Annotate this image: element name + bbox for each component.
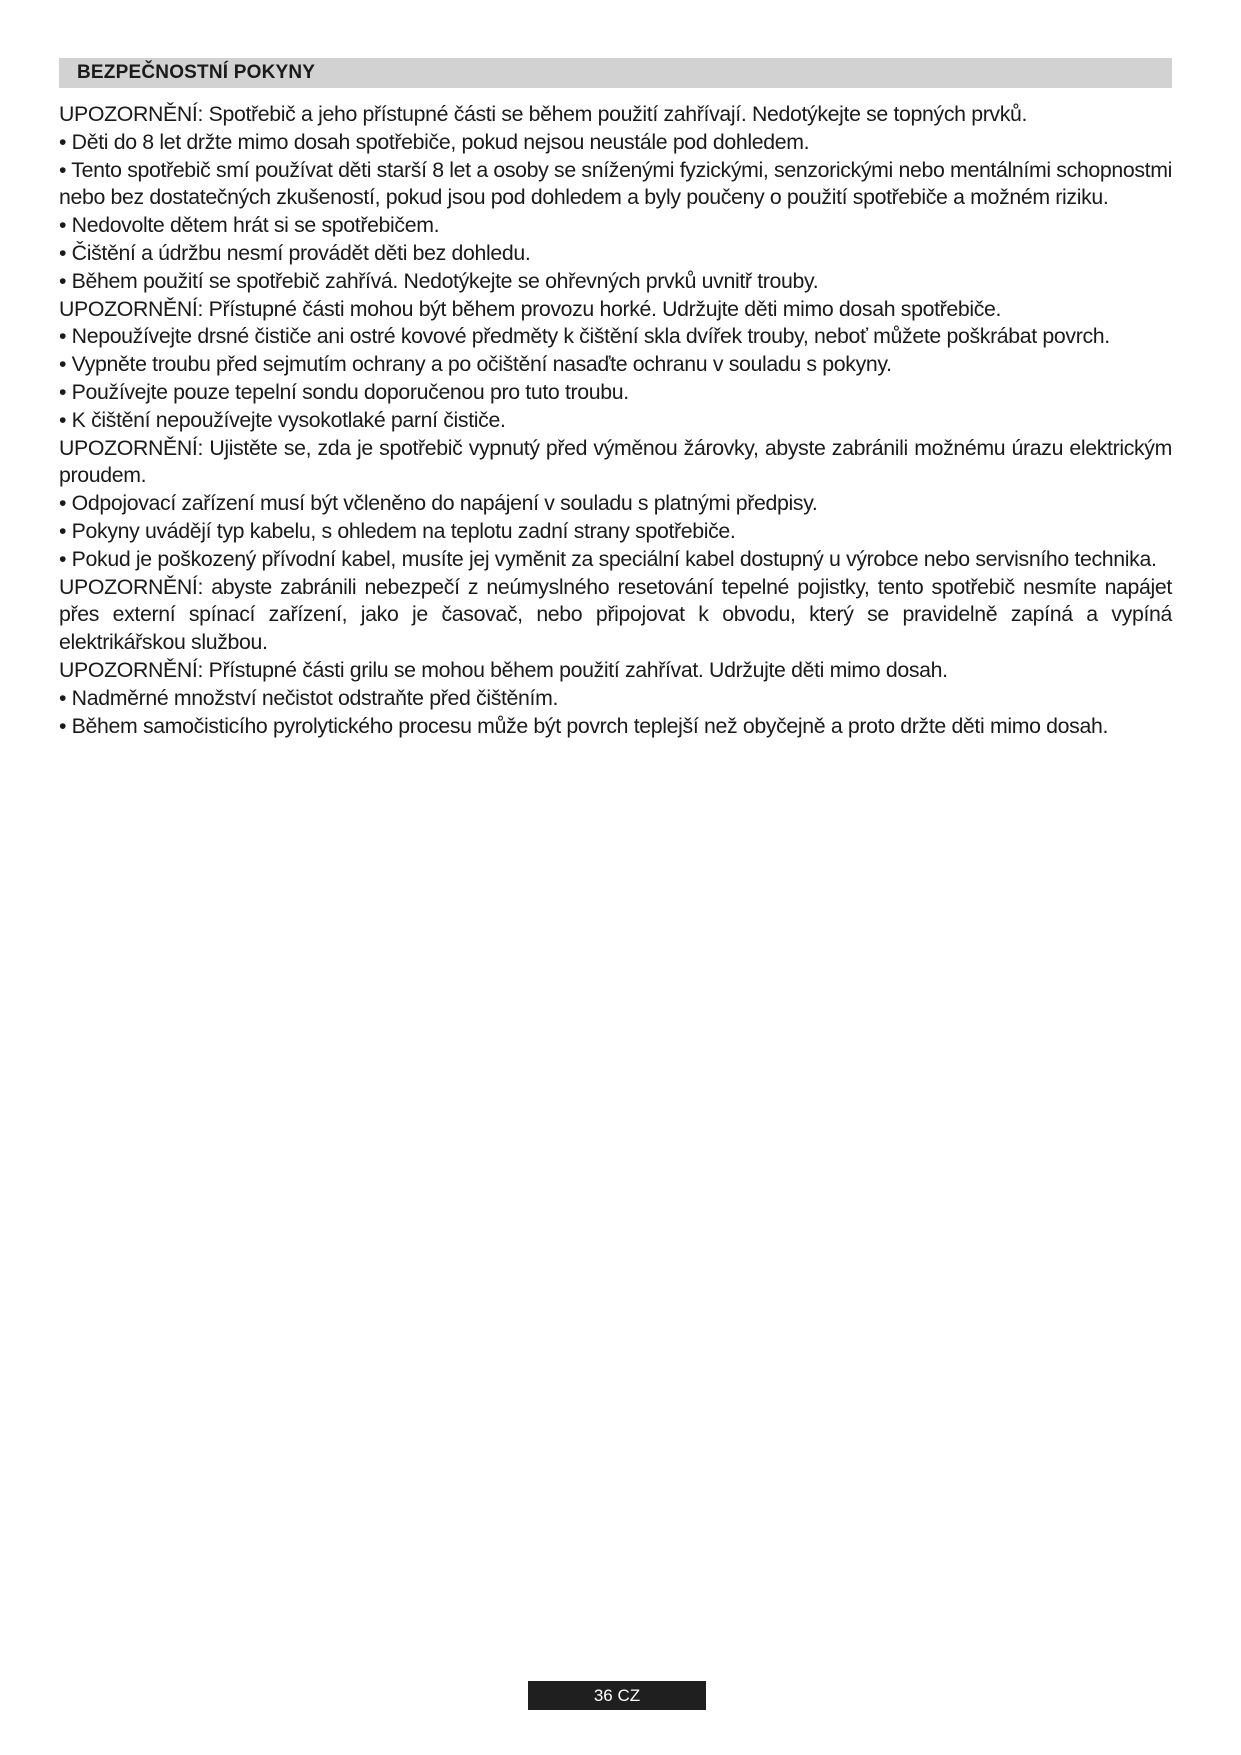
paragraph-disconnect-device: • Odpojovací zařízení musí být včleněno do napájení v souladu s platnými předpisy. <box>59 491 818 516</box>
paragraph-cable-type: • Pokyny uvádějí typ kabelu, s ohledem na teplotu zadní strany spotřebiče. <box>59 518 736 543</box>
safety-instructions-text <box>59 101 1172 740</box>
paragraph-damaged-cable: • Pokud je poškozený přívodní kabel, musíte jej vyměnit za speciální kabel dostupný u výrobce nebo servisního technika. <box>59 546 1157 571</box>
page-number-badge <box>528 1681 706 1710</box>
section-title: BEZPEČNOSTNÍ POKYNY <box>77 62 316 83</box>
page-number: 36 CZ <box>593 1685 641 1705</box>
paragraph-warning-thermal-cutout: UPOZORNĚNÍ: abyste zabránili nebezpečí z neúmyslného resetování tepelné pojistky, tento spotřebič nesmíte napájet přes externí spínací zařízení, jako je časovač, nebo připojovat k obvodu, který se pravidelně zapíná a vypíná elektrikářskou službou. <box>59 574 1172 655</box>
paragraph-pyrolytic-process: • Během samočisticího pyrolytického procesu může být povrch teplejší než obyčejně a proto držte děti mimo dosah. <box>59 713 1109 738</box>
paragraph-no-play: • Nedovolte dětem hrát si se spotřebičem. <box>59 213 440 238</box>
paragraph-children-under-8: • Děti do 8 let držte mimo dosah spotřebiče, pokud nejsou neustále pod dohledem. <box>59 129 810 154</box>
paragraph-switch-off-oven: • Vypněte troubu před sejmutím ochrany a po očištění nasaďte ochranu v souladu s pokyny. <box>59 352 892 377</box>
paragraph-warning-hot-parts: UPOZORNĚNÍ: Spotřebič a jeho přístupné části se během použití zahřívají. Nedotýkejte se topných prvků. <box>59 102 1028 126</box>
paragraph-heating-elements: • Během použití se spotřebič zahřívá. Nedotýkejte se ohřevných prvků uvnitř trouby. <box>59 268 819 293</box>
paragraph-no-abrasive-cleaners: • Nepoužívejte drsné čističe ani ostré kovové předměty k čištění skla dvířek trouby, neboť můžete poškrábat povrch. <box>59 324 1110 349</box>
paragraph-cleaning-supervision: • Čištění a údržbu nesmí provádět děti bez dohledu. <box>59 240 531 265</box>
paragraph-warning-grill-parts: UPOZORNĚNÍ: Přístupné části grilu se mohou během použití zahřívat. Udržujte děti mimo dosah. <box>59 657 948 682</box>
paragraph-no-steam-cleaners: • K čištění nepoužívejte vysokotlaké parní čističe. <box>59 407 506 432</box>
paragraph-temperature-probe: • Používejte pouze tepelní sondu doporučenou pro tuto troubu. <box>59 379 629 404</box>
section-header <box>59 58 1172 88</box>
paragraph-supervised-use: • Tento spotřebič smí používat děti starší 8 let a osoby se sníženými fyzickými, senzorickými nebo mentálními schopnostmi nebo bez dostatečných zkušeností, pokud jsou pod dohledem a byly poučeny o použití spotřebiče a možném riziku. <box>59 157 1172 210</box>
paragraph-remove-dirt: • Nadměrné množství nečistot odstraňte před čištěním. <box>59 685 559 710</box>
paragraph-warning-accessible-parts: UPOZORNĚNÍ: Přístupné části mohou být během provozu horké. Udržujte děti mimo dosah spotřebiče. <box>59 296 1002 321</box>
paragraph-warning-lamp-replacement: UPOZORNĚNÍ: Ujistěte se, zda je spotřebič vypnutý před výměnou žárovky, abyste zabránili možnému úrazu elektrickým proudem. <box>59 435 1172 488</box>
